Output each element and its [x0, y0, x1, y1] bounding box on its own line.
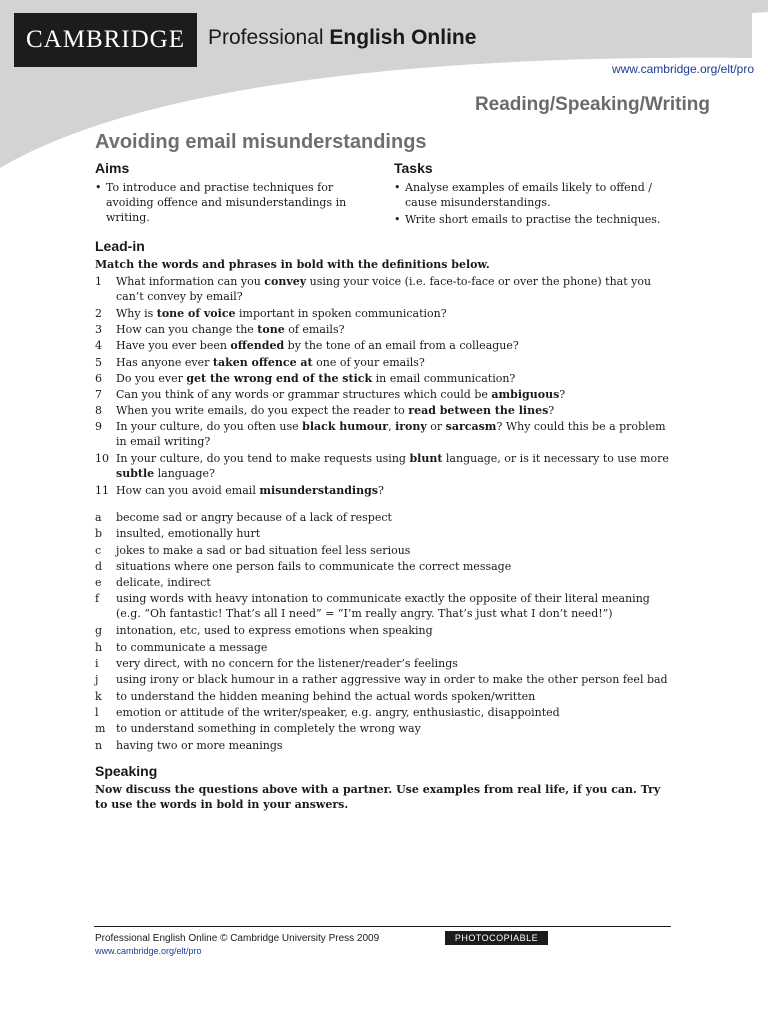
- definition-letter: k: [95, 689, 102, 703]
- question-item: [95, 403, 675, 419]
- question-item: [95, 338, 675, 354]
- definition-letter: e: [95, 576, 102, 590]
- bold-term: convey: [264, 275, 307, 288]
- definition-text: using irony or black humour in a rather aggressive way in order to make the other person feel bad: [116, 673, 668, 687]
- definition-letter: b: [95, 527, 103, 541]
- definition-letter: l: [95, 705, 99, 719]
- header-url-link[interactable]: www.cambridge.org/elt/pro: [611, 62, 754, 76]
- question-number: 5: [95, 355, 102, 369]
- definition-text: emotion or attitude of the writer/speaker, e.g. angry, enthusiastic, disappointed: [116, 705, 560, 719]
- definition-letter: c: [95, 543, 102, 557]
- question-item: [95, 355, 675, 371]
- tasks-list: [394, 180, 684, 229]
- question-text: How can you avoid email misunderstandings?: [116, 484, 384, 498]
- question-item: [95, 306, 675, 322]
- definition-text: situations where one person fails to communicate the correct message: [116, 559, 512, 573]
- definition-item: [95, 689, 675, 705]
- definition-text: become sad or angry because of a lack of respect: [116, 511, 392, 524]
- bold-term: subtle: [116, 466, 155, 480]
- bold-term: blunt: [409, 452, 443, 466]
- bold-term: misunderstandings: [259, 484, 378, 498]
- definition-text: delicate, indirect: [116, 576, 211, 590]
- question-number: 1: [95, 275, 102, 288]
- question-number: 8: [95, 404, 102, 418]
- footer-copyright: Professional English Online © Cambridge University Press 2009: [95, 933, 380, 944]
- tasks-item: • Analyse examples of emails likely to offend / cause misunderstandings.: [394, 180, 684, 210]
- footer-divider: [94, 926, 671, 927]
- question-number: 9: [95, 420, 102, 434]
- question-text: Do you ever get the wrong end of the stick in email communication?: [116, 371, 516, 385]
- speaking-heading: Speaking: [95, 763, 158, 779]
- question-text: When you write emails, do you expect the reader to read between the lines?: [116, 404, 555, 418]
- aims-heading: Aims: [95, 160, 130, 176]
- tasks-item: • Write short emails to practise the techniques.: [394, 212, 684, 227]
- section-label: Reading/Speaking/Writing: [474, 94, 710, 115]
- cambridge-logo: [14, 13, 197, 67]
- definition-letter: h: [95, 640, 103, 654]
- leadin-instruction: Match the words and phrases in bold with the definitions below.: [95, 258, 490, 271]
- definition-letter: j: [95, 673, 99, 687]
- definition-text: intonation, etc, used to express emotions when speaking: [116, 624, 433, 638]
- logo-text: CAMBRIDGE: [25, 26, 185, 53]
- question-item: [95, 419, 675, 451]
- question-item: [95, 483, 675, 499]
- definition-item: [95, 640, 675, 656]
- definition-letter: f: [95, 592, 100, 606]
- definition-text: to communicate a message: [116, 640, 268, 654]
- definition-item: [95, 575, 675, 591]
- definition-letter: n: [95, 738, 103, 752]
- question-item: [95, 387, 675, 403]
- question-item: [95, 322, 675, 338]
- question-text: Can you think of any words or grammar structures which could be ambiguous?: [116, 388, 566, 402]
- photocopiable-badge: PHOTOCOPIABLE: [445, 931, 548, 945]
- tasks-heading: Tasks: [394, 160, 433, 176]
- definition-text: to understand something in completely the wrong way: [116, 722, 421, 736]
- bold-term: sarcasm: [445, 420, 497, 434]
- definition-item: [95, 672, 675, 688]
- bold-term: taken offence at: [212, 355, 313, 369]
- definition-item: [95, 721, 675, 737]
- footer-url-link[interactable]: www.cambridge.org/elt/pro: [95, 946, 202, 956]
- definition-item: [95, 559, 675, 575]
- definition-text: jokes to make a sad or bad situation feel less serious: [116, 543, 411, 557]
- brand-bold: English Online: [329, 26, 477, 49]
- definition-text: having two or more meanings: [116, 738, 283, 752]
- bold-term: ambiguous: [491, 388, 560, 402]
- question-number: 3: [95, 323, 102, 337]
- definition-item: [95, 526, 675, 542]
- definition-list: [95, 510, 675, 754]
- question-text: Why is tone of voice important in spoken communication?: [116, 307, 447, 320]
- question-text: In your culture, do you tend to make requests using blunt language, or is it necessary to use more subtle language?: [116, 452, 669, 480]
- brand-light: Professional: [208, 26, 324, 49]
- definition-letter: a: [95, 511, 102, 524]
- question-number: 4: [95, 339, 102, 353]
- leadin-heading: Lead-in: [95, 238, 145, 254]
- page-title: Avoiding email misunderstandings: [95, 131, 427, 153]
- definition-item: [95, 656, 675, 672]
- bold-term: read between the lines: [408, 404, 549, 418]
- definition-text: to understand the hidden meaning behind the actual words spoken/written: [116, 689, 536, 703]
- definition-text: very direct, with no concern for the listener/reader’s feelings: [116, 657, 458, 671]
- question-list: [95, 274, 675, 500]
- question-item: [95, 274, 675, 306]
- question-text: What information can you convey using your voice (i.e. face-to-face or over the phone) that you can’t convey by email?: [116, 275, 652, 303]
- question-number: 2: [95, 307, 102, 320]
- definition-item: [95, 543, 675, 559]
- question-number: 10: [95, 452, 109, 466]
- bold-term: tone: [257, 323, 285, 337]
- definition-letter: g: [95, 624, 103, 638]
- brand-title: [208, 26, 476, 50]
- definition-item: [95, 738, 675, 754]
- aims-item: • To introduce and practise techniques for avoiding offence and misunderstandings in writing.: [95, 180, 377, 225]
- question-text: Have you ever been offended by the tone of an email from a colleague?: [116, 339, 519, 353]
- question-text: How can you change the tone of emails?: [116, 323, 345, 337]
- bold-term: tone of voice: [156, 307, 236, 320]
- definition-item: [95, 591, 675, 623]
- definition-letter: i: [95, 657, 99, 671]
- definition-letter: m: [95, 722, 106, 736]
- question-number: 11: [95, 484, 109, 498]
- definition-letter: d: [95, 559, 103, 573]
- question-item: [95, 371, 675, 387]
- definition-item: [95, 623, 675, 639]
- definition-item: [95, 705, 675, 721]
- bold-term: offended: [230, 339, 285, 353]
- question-text: In your culture, do you often use black humour, irony or sarcasm? Why could this be a problem in email writing?: [116, 420, 666, 448]
- definition-text: using words with heavy intonation to communicate exactly the opposite of their literal meaning (e.g. “Oh fantastic! That’s all I need” = “I’m really angry. That’s just what I don’t need!”): [116, 592, 650, 620]
- speaking-instruction: Now discuss the questions above with a partner. Use examples from real life, if you can. Try to use the words in bold in your answers.: [95, 783, 661, 811]
- definition-item: [95, 510, 675, 526]
- question-text: Has anyone ever taken offence at one of your emails?: [116, 355, 425, 369]
- question-item: [95, 451, 675, 483]
- question-number: 6: [95, 371, 102, 385]
- bold-term: get the wrong end of the stick: [186, 371, 373, 385]
- question-number: 7: [95, 388, 102, 402]
- definition-text: insulted, emotionally hurt: [116, 527, 261, 541]
- aims-list: [95, 180, 377, 227]
- bold-term: irony: [395, 420, 427, 434]
- bold-term: black humour: [302, 420, 389, 434]
